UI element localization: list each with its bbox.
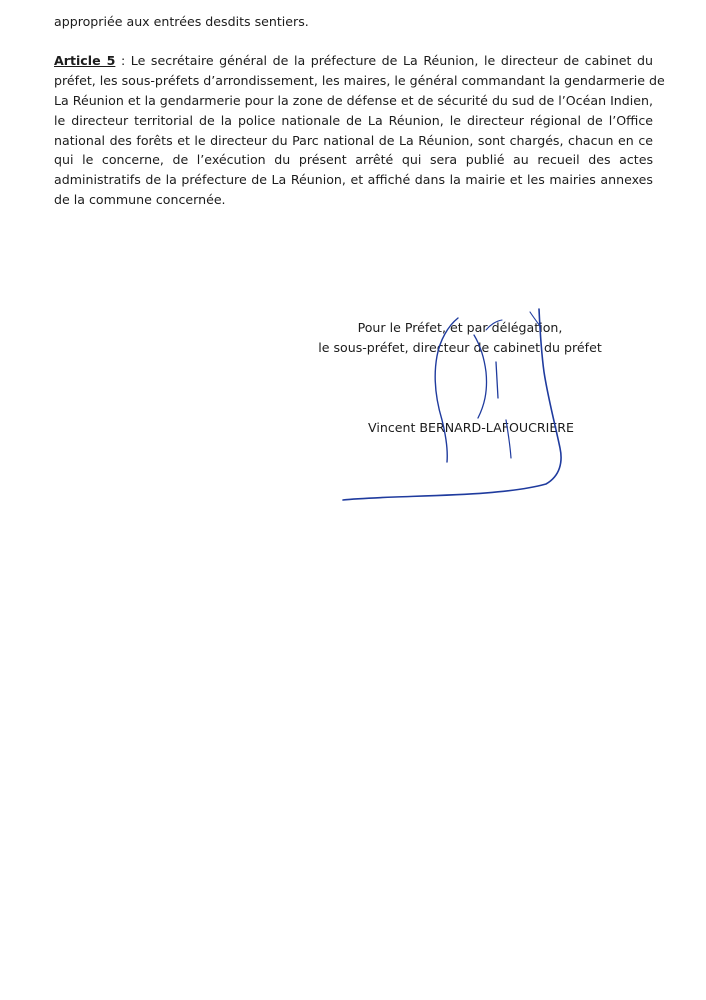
article-line: le directeur territorial de la police nationale de La Réunion, le directeur régional de l’Office (54, 112, 653, 128)
article-line: administratifs de la préfecture de La Réunion, et affiché dans la mairie et les mairies annexes (54, 172, 653, 188)
article-5-paragraph (54, 51, 665, 210)
signature-stroke (496, 362, 498, 398)
signature-title-line: le sous-préfet, directeur de cabinet du préfet (318, 339, 602, 355)
article-label: Article 5 (54, 53, 116, 68)
article-separator: : (115, 53, 131, 68)
signature-delegation-line: Pour le Préfet, et par délégation, (357, 320, 563, 335)
article-line: préfet, les sous-préfets d’arrondissement, les maires, le général commandant la gendarmerie de (54, 72, 665, 88)
article-line: national des forêts et le directeur du Parc national de La Réunion, sont chargés, chacun en ce (54, 132, 653, 148)
article-line: La Réunion et la gendarmerie pour la zone de défense et de sécurité du sud de l’Océan Indien, (54, 92, 653, 108)
article-line: de la commune concernée. (54, 192, 226, 208)
article-line: qui le concerne, de l’exécution du présent arrêté qui sera publié au recueil des actes (54, 152, 653, 168)
article-line (54, 51, 653, 71)
continuation-text: appropriée aux entrées desdits sentiers. (54, 14, 309, 29)
article-line-text: Le secrétaire général de la préfecture de La Réunion, le directeur de cabinet du (130, 53, 654, 68)
signature-block (300, 318, 620, 357)
signer-name: Vincent BERNARD-LAFOUCRIERE (368, 420, 575, 435)
